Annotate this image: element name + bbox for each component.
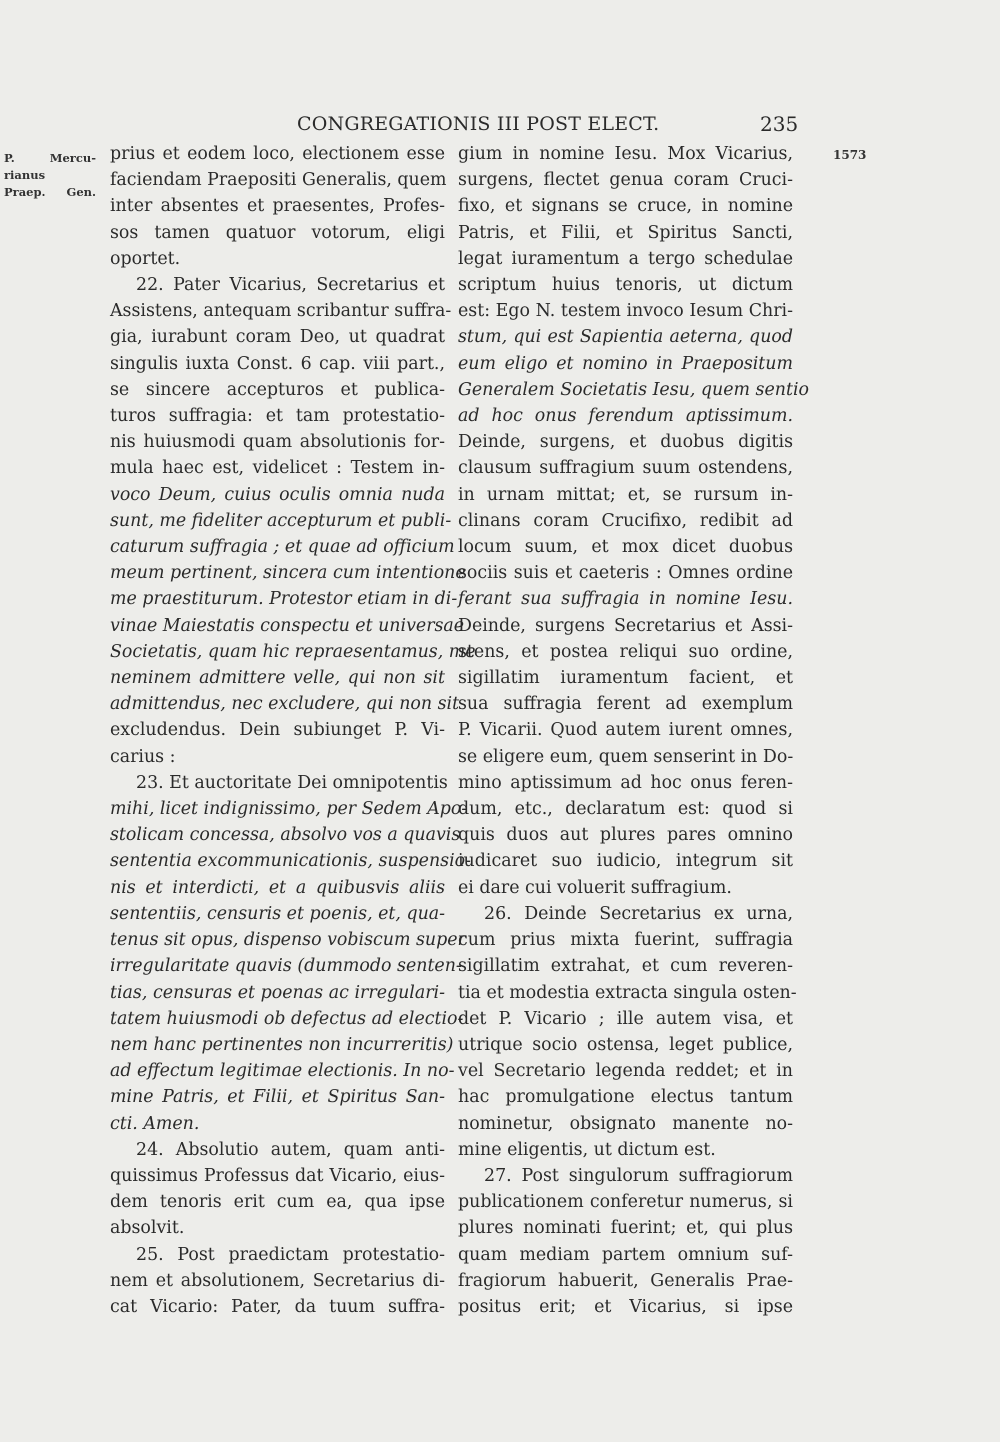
running-title: CONGREGATIONIS III POST ELECT. — [297, 113, 660, 135]
text-line: sigillatim extrahat, et cum reveren- — [458, 956, 793, 977]
text-line: 25. Post praedictam protestatio- — [136, 1244, 445, 1265]
text-line: quam mediam partem omnium suf- — [458, 1244, 793, 1265]
text-line: admittendus, nec excludere, qui non sit — [110, 694, 460, 715]
text-line: Assistens, antequam scribantur suffra- — [110, 301, 452, 322]
text-line: caturum suffragia ; et quae ad officium — [110, 537, 455, 558]
text-line: utrique socio ostensa, leget publice, — [458, 1034, 793, 1055]
margin-note-left — [4, 150, 96, 201]
text-line: voco Deum, cuius oculis omnia nuda — [110, 484, 445, 505]
text-line: 27. Post singulorum suffragiorum — [484, 1165, 793, 1186]
text-line: sententiis, censuris et poenis, et, qua- — [110, 903, 446, 924]
text-line: Societatis, quam hic repraesentamus, me — [110, 641, 476, 662]
text-line: me praestiturum. Protestor etiam in di- — [110, 589, 458, 610]
text-line: tenus sit opus, dispenso vobiscum super — [110, 930, 466, 951]
text-line: Deinde, surgens, et duobus digitis — [458, 432, 793, 453]
text-line: publicationem conferetur numerus, si — [458, 1192, 793, 1213]
text-line: cat Vicario: Pater, da tuum suffra- — [110, 1296, 445, 1317]
text-line: stum, qui est Sapientia aeterna, quod — [458, 327, 793, 348]
text-line: irregularitate quavis (dummodo senten- — [110, 956, 462, 977]
text-line: sua suffragia ferent ad exemplum — [458, 694, 793, 715]
text-line: vinae Maiestatis conspectu et universae — [110, 615, 465, 636]
text-line: tias, censuras et poenas ac irregulari- — [110, 982, 445, 1003]
text-line: vel Secretario legenda reddet; et in — [458, 1061, 793, 1082]
text-column-left — [110, 141, 476, 1320]
margin-year: 1573 — [833, 148, 867, 162]
text-line: gia, iurabunt coram Deo, ut quadrat — [110, 327, 445, 348]
text-line: positus erit; et Vicarius, si ipse — [458, 1296, 793, 1317]
text-column-right — [458, 141, 809, 1320]
text-line: gium in nomine Iesu. Mox Vicarius, — [458, 144, 793, 164]
text-line: sociis suis et caeteris : Omnes ordine — [458, 563, 793, 584]
text-line: eum eligo et nomino in Praepositum — [458, 353, 793, 374]
text-line: sunt, me fideliter accepturum et publi- — [110, 510, 452, 531]
text-line: 23. Et auctoritate Dei omnipotentis — [136, 772, 448, 793]
text-line: est: Ego N. testem invoco Iesum Chri- — [458, 301, 793, 322]
margin-note-line: rianus — [4, 168, 46, 182]
text-line: ei dare cui voluerit suffragium. — [458, 877, 732, 898]
text-line: P. Vicarii. Quod autem iurent omnes, — [458, 720, 793, 741]
text-line: ad hoc onus ferendum aptissimum. — [458, 406, 793, 427]
page-number: 235 — [760, 112, 799, 136]
text-line: 22. Pater Vicarius, Secretarius et — [136, 275, 445, 296]
text-line: locum suum, et mox dicet duobus — [458, 537, 793, 558]
text-line: se sincere accepturos et publica- — [110, 379, 445, 400]
text-line: clausum suffragium suum ostendens, — [458, 458, 793, 479]
margin-note-line: Praep. Gen. — [4, 185, 96, 199]
text-line: clinans coram Crucifixo, redibit ad — [458, 510, 793, 531]
text-line: ferant sua suffragia in nomine Iesu. — [458, 589, 793, 610]
text-line: cti. Amen. — [110, 1113, 200, 1134]
text-line: meum pertinent, sincera cum intentione — [110, 563, 466, 584]
text-line: dem tenoris erit cum ea, qua ipse — [110, 1192, 445, 1213]
text-line: tatem huiusmodi ob defectus ad electio- — [110, 1008, 464, 1029]
text-line: 26. Deinde Secretarius ex urna, — [484, 903, 793, 924]
text-line: iudicaret suo iudicio, integrum sit — [458, 851, 793, 872]
text-line: plures nominati fuerint; et, qui plus — [458, 1218, 793, 1239]
margin-note-line: P. Mercu- — [4, 151, 96, 165]
text-line: nis huiusmodi quam absolutionis for- — [110, 432, 445, 453]
text-line: fixo, et signans se cruce, in nomine — [458, 196, 793, 217]
text-line: sos tamen quatuor votorum, eligi — [110, 222, 445, 243]
text-line: excludendus. Dein subiunget P. Vi- — [110, 720, 445, 741]
text-line: oportet. — [110, 248, 181, 269]
text-line: hac promulgatione electus tantum — [458, 1087, 793, 1108]
text-line: nem et absolutionem, Secretarius di- — [110, 1270, 445, 1291]
text-line: neminem admittere velle, qui non sit — [110, 668, 445, 689]
text-line: nominetur, obsignato manente no- — [458, 1113, 793, 1134]
text-line: in urnam mittat; et, se rursum in- — [458, 484, 793, 505]
text-line: mihi, licet indignissimo, per Sedem Apo- — [110, 799, 468, 820]
text-line: det P. Vicario ; ille autem visa, et — [458, 1008, 793, 1029]
text-line: mula haec est, videlicet : Testem in- — [110, 458, 445, 479]
text-line: singulis iuxta Const. 6 cap. viii part., — [110, 353, 445, 374]
text-line: legat iuramentum a tergo schedulae — [458, 248, 793, 269]
text-line: sententia excommunicationis, suspensio- — [110, 851, 471, 872]
text-line: stolicam concessa, absolvo vos a quavis — [110, 825, 461, 846]
text-line: se eligere eum, quem senserint in Do- — [458, 746, 794, 767]
text-line: dum, etc., declaratum est: quod si — [458, 799, 793, 820]
text-line: quis duos aut plures pares omnino — [458, 825, 793, 846]
text-line: Generalem Societatis Iesu, quem sentio — [458, 379, 809, 400]
text-line: ad effectum legitimae electionis. In no- — [110, 1061, 455, 1082]
text-line: absolvit. — [110, 1218, 185, 1239]
text-line: inter absentes et praesentes, Profes- — [110, 196, 445, 217]
text-line: mino aptissimum ad hoc onus feren- — [458, 772, 793, 793]
text-line: carius : — [110, 746, 176, 767]
text-line: turos suffragia: et tam protestatio- — [110, 406, 445, 427]
text-line: cum prius mixta fuerint, suffragia — [458, 930, 793, 951]
text-line: surgens, flectet genua coram Cruci- — [458, 170, 793, 191]
text-line: quissimus Professus dat Vicario, eius- — [110, 1165, 445, 1186]
text-line: prius et eodem loco, electionem esse — [110, 144, 445, 164]
text-line: faciendam Praepositi Generalis, quem — [110, 170, 447, 191]
text-line: sigillatim iuramentum facient, et — [458, 668, 793, 689]
text-line: scriptum huius tenoris, ut dictum — [458, 275, 793, 296]
text-line: nis et interdicti, et a quibusvis aliis — [110, 877, 445, 898]
text-line: 24. Absolutio autem, quam anti- — [136, 1139, 445, 1160]
text-line: fragiorum habuerit, Generalis Prae- — [458, 1270, 793, 1291]
text-line: mine Patris, et Filii, et Spiritus San- — [110, 1087, 445, 1108]
text-line: mine eligentis, ut dictum est. — [458, 1139, 716, 1160]
text-line: Deinde, surgens Secretarius et Assi- — [458, 615, 793, 636]
text-line: stens, et postea reliqui suo ordine, — [458, 641, 793, 662]
text-line: tia et modestia extracta singula osten- — [458, 982, 797, 1003]
text-line: nem hanc pertinentes non incurreritis) — [110, 1034, 454, 1055]
text-line: Patris, et Filii, et Spiritus Sancti, — [458, 222, 793, 243]
